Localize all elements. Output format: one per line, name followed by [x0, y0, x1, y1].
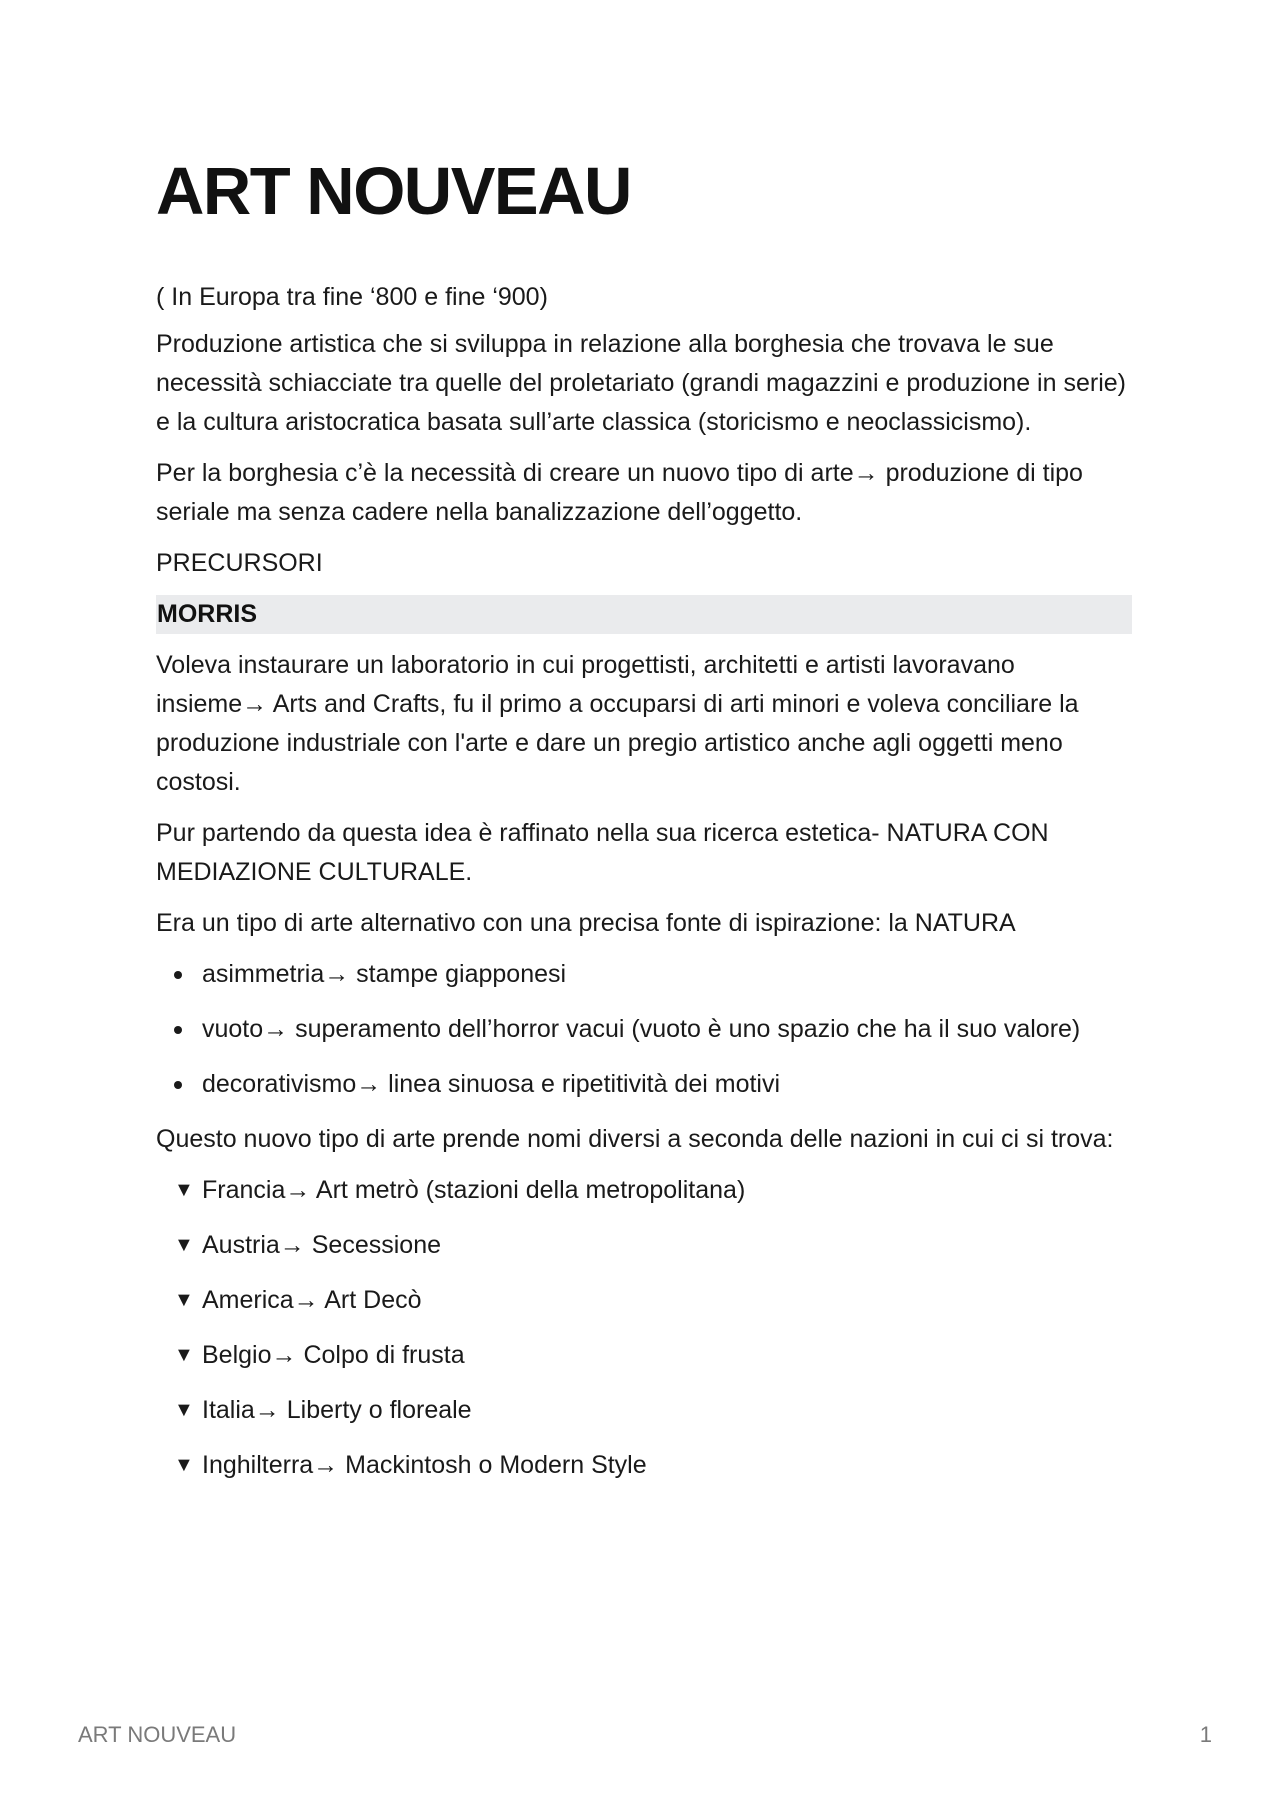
toggle-item[interactable]: [156, 1226, 1132, 1265]
morris-paragraph: Voleva instaurare un laboratorio in cui progettisti, architetti e artisti lavoravano insieme→ Arts and Crafts, fu il primo a occuparsi di arti minori e voleva conciliare la produzione industriale con l'arte e dare un pregio artistico anche agli oggetti meno costosi.: [156, 651, 1079, 796]
morris-paragraph: Era un tipo di arte alternativo con una precisa fonte di ispirazione: la NATURA: [156, 909, 1016, 937]
list-item: [156, 955, 1132, 994]
list-item-text: vuoto→ superamento dell’horror vacui (vuoto è uno spazio che ha il suo valore): [202, 1015, 1081, 1043]
toggle-triangle-icon[interactable]: ▼: [174, 1289, 194, 1311]
nations-toggle-list: [156, 1171, 1132, 1485]
document-page: [156, 150, 1132, 1501]
footer-document-title: ART NOUVEAU: [78, 1722, 237, 1747]
list-item: [156, 1010, 1132, 1049]
bullet-icon: [174, 1026, 182, 1034]
toggle-item[interactable]: [156, 1281, 1132, 1320]
list-item-text: asimmetria→ stampe giapponesi: [202, 960, 567, 988]
bullet-icon: [174, 1081, 182, 1089]
list-item-text: decorativismo→ linea sinuosa e ripetitività dei motivi: [202, 1070, 781, 1098]
intro-paragraph: Produzione artistica che si sviluppa in relazione alla borghesia che trovava le sue necessità schiacciate tra quelle del proletariato (grandi magazzini e produzione in serie) e la cultura aristocratica basata sull’arte classica (storicismo e neoclassicismo).: [156, 330, 1126, 436]
toggle-item[interactable]: [156, 1336, 1132, 1375]
list-item: [156, 1065, 1132, 1104]
toggle-item-text: Francia→ Art metrò (stazioni della metropolitana): [202, 1176, 746, 1204]
toggle-item-text: Belgio→ Colpo di frusta: [202, 1341, 465, 1369]
toggle-triangle-icon[interactable]: ▼: [174, 1399, 194, 1421]
morris-paragraph: Pur partendo da questa idea è raffinato nella sua ricerca estetica- NATURA CON MEDIAZIONE CULTURALE.: [156, 819, 1049, 886]
intro-paragraph: Per la borghesia c’è la necessità di creare un nuovo tipo di arte→ produzione di tipo seriale ma senza cadere nella banalizzazione dell’oggetto.: [156, 459, 1083, 526]
nations-intro: Questo nuovo tipo di arte prende nomi diversi a seconda delle nazioni in cui ci si trova:: [156, 1125, 1114, 1153]
toggle-triangle-icon[interactable]: ▼: [174, 1454, 194, 1476]
toggle-triangle-icon[interactable]: ▼: [174, 1179, 194, 1201]
toggle-item[interactable]: [156, 1391, 1132, 1430]
section-heading-morris: MORRIS: [156, 595, 1132, 634]
characteristics-list: [156, 955, 1132, 1104]
toggle-item-text: Austria→ Secessione: [202, 1231, 442, 1259]
dates-note: ( In Europa tra fine ‘800 e fine ‘900): [156, 283, 548, 311]
toggle-item[interactable]: [156, 1446, 1132, 1485]
toggle-item[interactable]: [156, 1171, 1132, 1210]
page-title: ART NOUVEAU: [156, 154, 631, 229]
toggle-item-text: Inghilterra→ Mackintosh o Modern Style: [202, 1451, 647, 1479]
toggle-triangle-icon[interactable]: ▼: [174, 1344, 194, 1366]
toggle-item-text: Italia→ Liberty o floreale: [202, 1396, 472, 1424]
bullet-icon: [174, 971, 182, 979]
toggle-triangle-icon[interactable]: ▼: [174, 1234, 194, 1256]
footer-page-number: 1: [1199, 1722, 1212, 1747]
precursori-label: PRECURSORI: [156, 549, 323, 577]
toggle-item-text: America→ Art Decò: [202, 1286, 422, 1314]
